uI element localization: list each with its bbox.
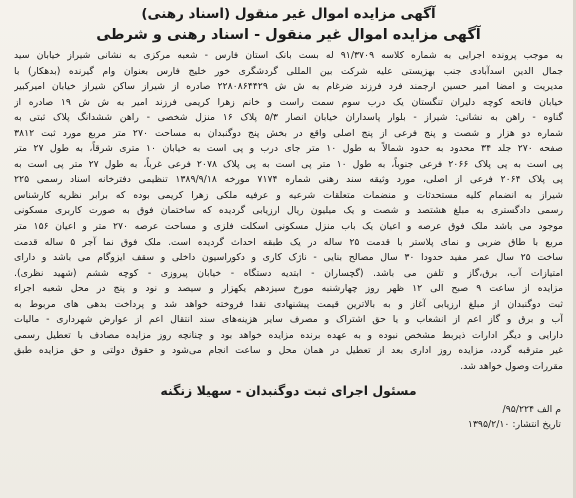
body-line: مدیریت و امضا امیر حسین ارجمند فرد فرزند ضرغام به ش ش ۲۲۸۰۸۶۴۴۲۹ صادره از شیراز ساکن شیراز خیابان امیرکبیر bbox=[14, 81, 563, 93]
notice-subtitle: آگهی مزایده اموال غیر منقول - اسناد رهنی و شرطی bbox=[96, 27, 481, 43]
body-line: گناوه - راهن به نشانی: شیراز - بلوار پاسداران خیابان انصار ۵/۳ پلاک ۱۶ منزل شخصی - راهن ششدانگ پلاک ثبتی به bbox=[14, 112, 563, 124]
signature-line: مسئول اجرای ثبت دوگنبدان - سهیلا زنگنه bbox=[160, 383, 417, 399]
body-line: آب و برق و گاز اعم از انشعاب و یا حق اشتراک و مصرف سایر هزینه‌های سند انتقال اعم از عوارض شهرداری - مالیات bbox=[14, 314, 563, 326]
body-line: صفحه ۲۷۰ جلد ۳۴ محدود به حدود شمالاً به طول ۱۰ متر جای درب و پی است به خیابان ۱۰ متری شرقاً، به طول ۲۷ متر bbox=[14, 143, 563, 155]
body-line: مزایده از ساعت ۹ صبح الی ۱۲ ظهر روز چهارشنبه مورخ سیزدهم یکهزار و سیصد و نود و پنج در محل شعبه اجراء bbox=[14, 283, 563, 295]
notice-title: آگهی مزایده اموال غیر منقول (اسناد رهنی) bbox=[141, 6, 436, 22]
body-line: رسمی دادگستری به مبلغ هشتصد و شصت و یک میلیون ریال ارزیابی گردیده که ساختمان فوق به صورت کاربری مسکونی bbox=[14, 205, 563, 217]
notice-body bbox=[14, 48, 563, 374]
body-line: پی است به پی پلاک ۲۰۶۶ فرعی جنوباً، به طول ۱۰ متر پی است به پی پلاک ۲۰۷۸ فرعی غرباً، به طول ۲۷ متر پی است به bbox=[14, 158, 563, 170]
body-line: مربع با طاق ضربی و نمای پلاستر با قدمت ۲۵ ساله در یک طبقه احداث گردیده است. ملک فوق نما آجر ۵ ساله قدمت bbox=[14, 236, 563, 248]
body-line: ساخت ۲۵ سال عمر مفید حدودا ۳۰ سال مصالح بنایی - ناژک کاری و دکوراسیون داخلی و سقف ایزوگام می باشد و دارای bbox=[14, 252, 563, 264]
body-line: شماره دو هزار و شصت و پنج فرعی از پنج اصلی واقع در بخش پنج دوگنبدان به مساحت ۲۷۰ متر مربع مورد ثبت ۳۸۱۲ bbox=[14, 127, 563, 139]
publish-date: تاریخ انتشار: ۱۳۹۵/۲/۱۰ bbox=[467, 419, 561, 431]
body-line: موجود می باشد ملک فوق عرصه و اعیان یک باب منزل مسکونی اسکلت فلزی و مساحت عرصه ۲۷۰ متر و اعیان ۱۵۶ متر bbox=[14, 221, 563, 233]
body-line: امتیازات آب، برق،گاز و تلفن می باشد. (گچساران - ابتدیه دستگاه - خیابان پیروزی - کوچه ششم (شهید نظری). bbox=[14, 267, 563, 279]
body-line: پی پلاک ۲۰۶۴ فرعی از اصلی، مورد وثیقه سند رهنی شماره ۷۱۷۴ مورخه ۱۳۸۹/۹/۱۸ تنظیمی دفترخانه اسناد رسمی ۲۲۵ bbox=[14, 174, 563, 186]
body-line: غیر مترقبه گردد، مزایده روز اداری بعد از تعطیل در همان محل و ساعت انجام می‌شود و حقوق دولتی و حق مزایده طبق bbox=[14, 345, 563, 357]
body-line: جمال الدین اسدآبادی جنب بهزیستی علیه شرکت بین المللی گردشگری خور خلیج فارس بعنوان وام گیرنده (بدهکار) با bbox=[14, 65, 563, 77]
body-line: خیابان فاتحه کوچه دلیران تنگستان یک درب سوم سمت راست و خانم زهرا کریمی فرزند امیر به ش ش ۱۹ صادره از bbox=[14, 96, 563, 108]
reference-number: م الف ۹۵/۲۲۴/ bbox=[502, 404, 561, 416]
body-line: به موجب پرونده اجرایی به شماره کلاسه ۹۱/۳۷۰۹ له بست بانک استان فارس - شعبه مرکزی به نشانی شیراز خیابان سید bbox=[14, 50, 563, 61]
body-line: شیراز به انضمام کلیه مستحدثات و منضمات متعلقات شرعیه و عرفیه ملکی زهرا کریمی بوده که برابر نظریه کارشناس bbox=[14, 189, 563, 201]
body-line: دارایی و دیگر ادارات ذیربط مشخص نبوده و به عهده برنده مزایده خواهد بود و چنانچه روز مزایده مصادف با تعطیل رسمی bbox=[14, 329, 563, 341]
body-line: ثبت دوگنبدان از مبلغ ارزیابی آغاز و به بالاترین قیمت پیشنهادی نقدا فروخته خواهد شد و پرداخت بدهی های مربوط به bbox=[14, 298, 563, 310]
body-line: مقررات وصول خواهد شد. bbox=[460, 360, 563, 372]
